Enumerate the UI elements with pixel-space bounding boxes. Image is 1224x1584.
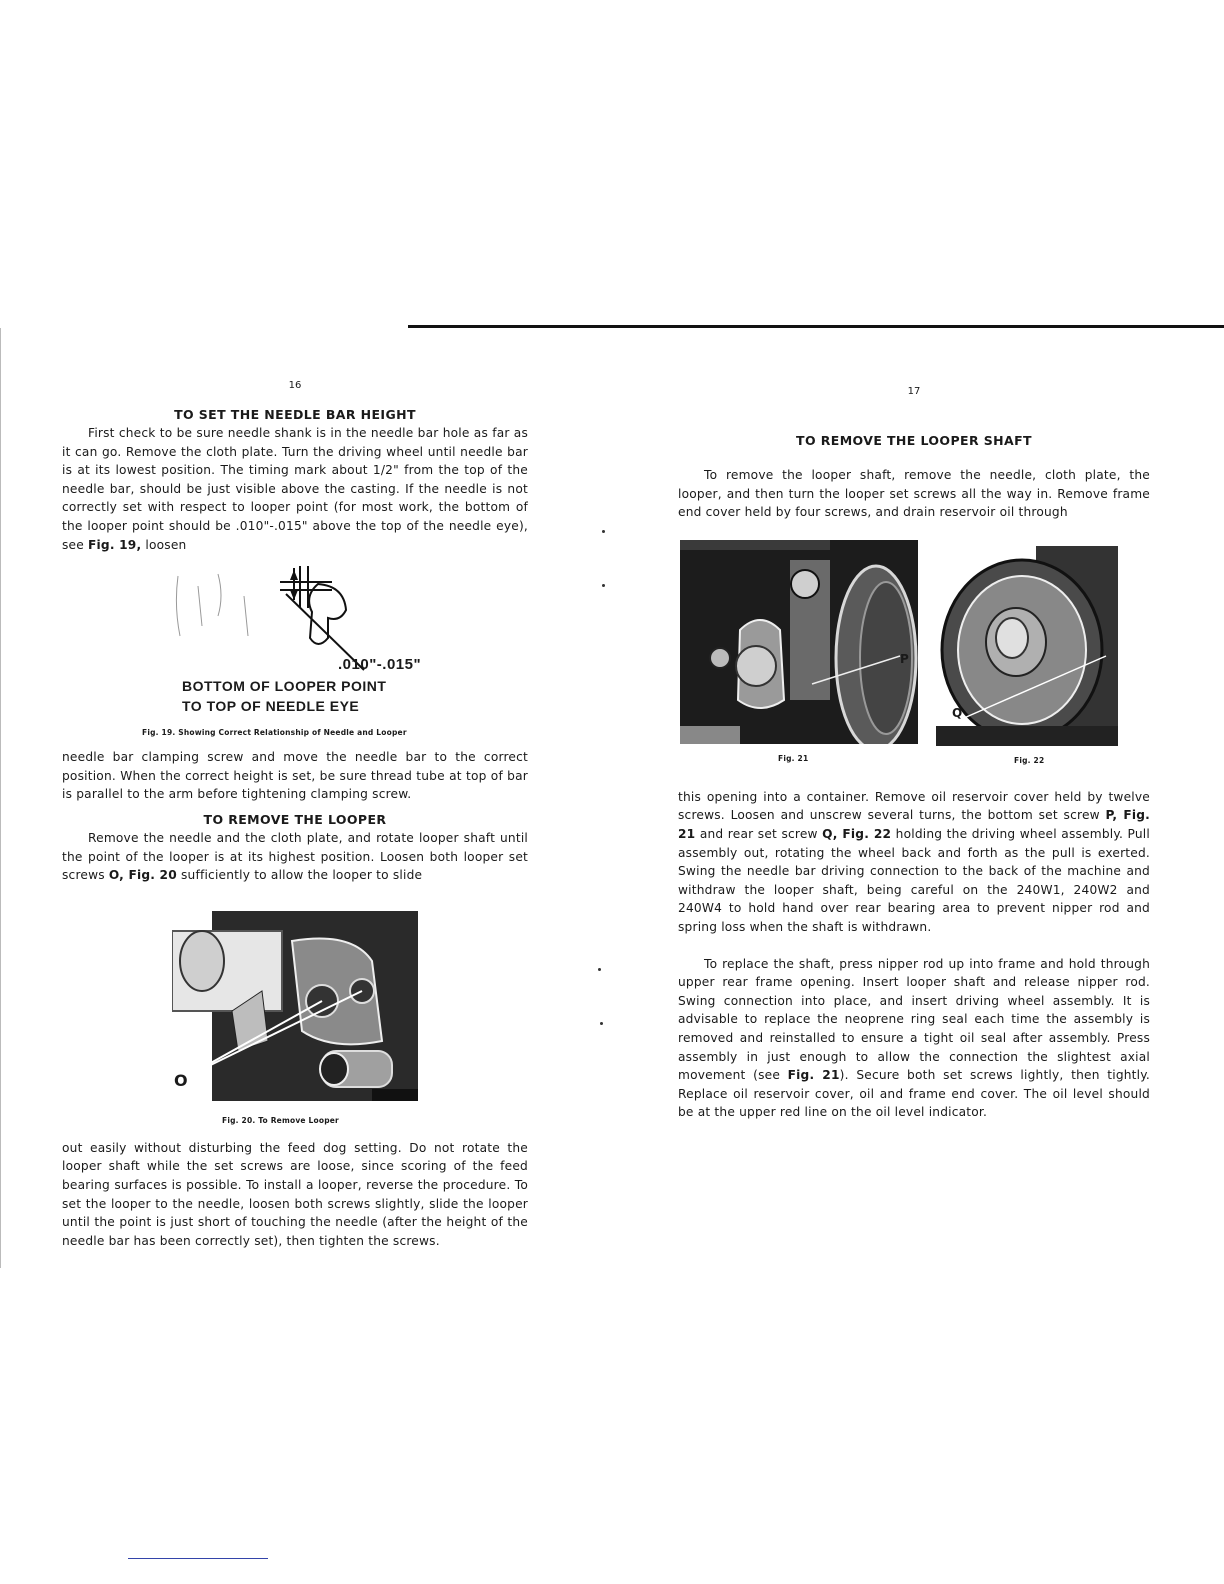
- paragraph-remove-looper: Remove the needle and the cloth plate, and rotate looper shaft until the point of the looper is at its highest position. Loosen both looper set screws O, Fig. 20 sufficiently to allow the looper to slide: [62, 830, 528, 883]
- scan-speck: [602, 530, 605, 533]
- fig22-caption: Fig. 22: [1014, 755, 1045, 765]
- scan-speck: [600, 1022, 603, 1025]
- paragraph-remove-shaft-steps: this opening into a container. Remove oil reservoir cover held by twelve screws. Loosen and unscrew several turns, the bottom set screw P, Fig. 21 and rear set screw Q, Fig. 22 holding the driving wheel assembly. Pull assembly out, rotating the wheel back and forth as the pull is exerted. Swing the needle bar driving connection to the back of the machine and withdraw the looper shaft, being careful on the 240W1, 240W2 and 240W4 to hold hand over rear bearing area to prevent nipper rod and spring loss when the shaft is withdrawn.: [678, 789, 1150, 934]
- paragraph-remove-shaft-intro: To remove the looper shaft, remove the needle, cloth plate, the looper, and then turn the looper set screws all the way in. Remove frame end cover held by four screws, and drain reservoir oil through: [678, 468, 1150, 520]
- fig22-marker-q: Q: [952, 705, 963, 720]
- left-page: [62, 380, 528, 1250]
- fig19-caption: Fig. 19. Showing Correct Relationship of Needle and Looper: [142, 728, 407, 738]
- page-number-right: 17: [907, 386, 921, 397]
- dimension-label: .010"-.015": [338, 656, 422, 674]
- paragraph-needle-bar-clamp: needle bar clamping screw and move the needle bar to the correct position. When the correct height is set, be sure thread tube at top of bar is parallel to the arm before tightening clamping screw.: [62, 750, 528, 802]
- looper-photo: [172, 901, 418, 1101]
- figures-21-22: [678, 540, 1150, 788]
- scan-speck: [602, 584, 605, 587]
- heading-remove-looper: TO REMOVE THE LOOPER: [203, 811, 387, 827]
- fig20-marker-o: O: [174, 1070, 188, 1090]
- left-edge-rule: [0, 328, 1, 1268]
- right-page: [678, 386, 1150, 1122]
- figure-20: [62, 891, 528, 1135]
- fig21-marker-p: P: [900, 651, 909, 666]
- page-number-left: 16: [288, 380, 302, 391]
- scan-speck: [598, 968, 601, 971]
- heading-remove-looper-shaft: TO REMOVE THE LOOPER SHAFT: [796, 433, 1032, 448]
- bottom-rule: [128, 1558, 268, 1559]
- top-rule: [408, 325, 1224, 328]
- figure-19: [62, 566, 528, 740]
- fig20-caption: Fig. 20. To Remove Looper: [222, 1115, 339, 1125]
- fig21-photo: [680, 540, 918, 744]
- fig19-label-line2: TO TOP OF NEEDLE EYE: [182, 698, 360, 715]
- paragraph-replace-shaft: To replace the shaft, press nipper rod up into frame and hold through upper rear frame opening. Insert looper shaft and release nipper rod. Swing connection into place, and insert driving wheel assembly. It is advisable to replace the neoprene ring seal each time the assembly is removed and reinstalled to ensure a tight oil seal after assembly. Press assembly in just enough to allow the connection the slightest axial movement (see Fig. 21). Secure both set screws lightly, then tightly. Replace oil reservoir cover, oil and frame end cover. The oil level should be at the upper red line on the oil level indicator.: [678, 956, 1150, 1120]
- heading-needle-bar-height: TO SET THE NEEDLE BAR HEIGHT: [174, 407, 416, 422]
- paragraph-needle-bar-intro: First check to be sure needle shank is in the needle bar hole as far as it can go. Remove the cloth plate. Turn the driving wheel until needle bar is at its lowest position. The timing mark about 1/2" from the top of the needle bar, should be just visible above the casting. If the needle is not correctly set with respect to looper point (for most work, the bottom of the looper point should be .010"-.015" above the top of the needle eye), see Fig. 19, loosen: [62, 426, 528, 552]
- fig21-caption: Fig. 21: [778, 753, 809, 763]
- fig19-label-line1: BOTTOM OF LOOPER POINT: [182, 678, 387, 695]
- fig22-photo: [936, 546, 1118, 746]
- paragraph-install-looper: out easily without disturbing the feed dog setting. Do not rotate the looper shaft while the set screws are loose, since scoring of the feed bearing surfaces is possible. To install a looper, reverse the procedure. To set the looper to the needle, loosen both screws slightly, slide the looper until the point is just short of touching the needle (after the height of the needle bar has been correctly set), then tighten the screws.: [62, 1140, 528, 1248]
